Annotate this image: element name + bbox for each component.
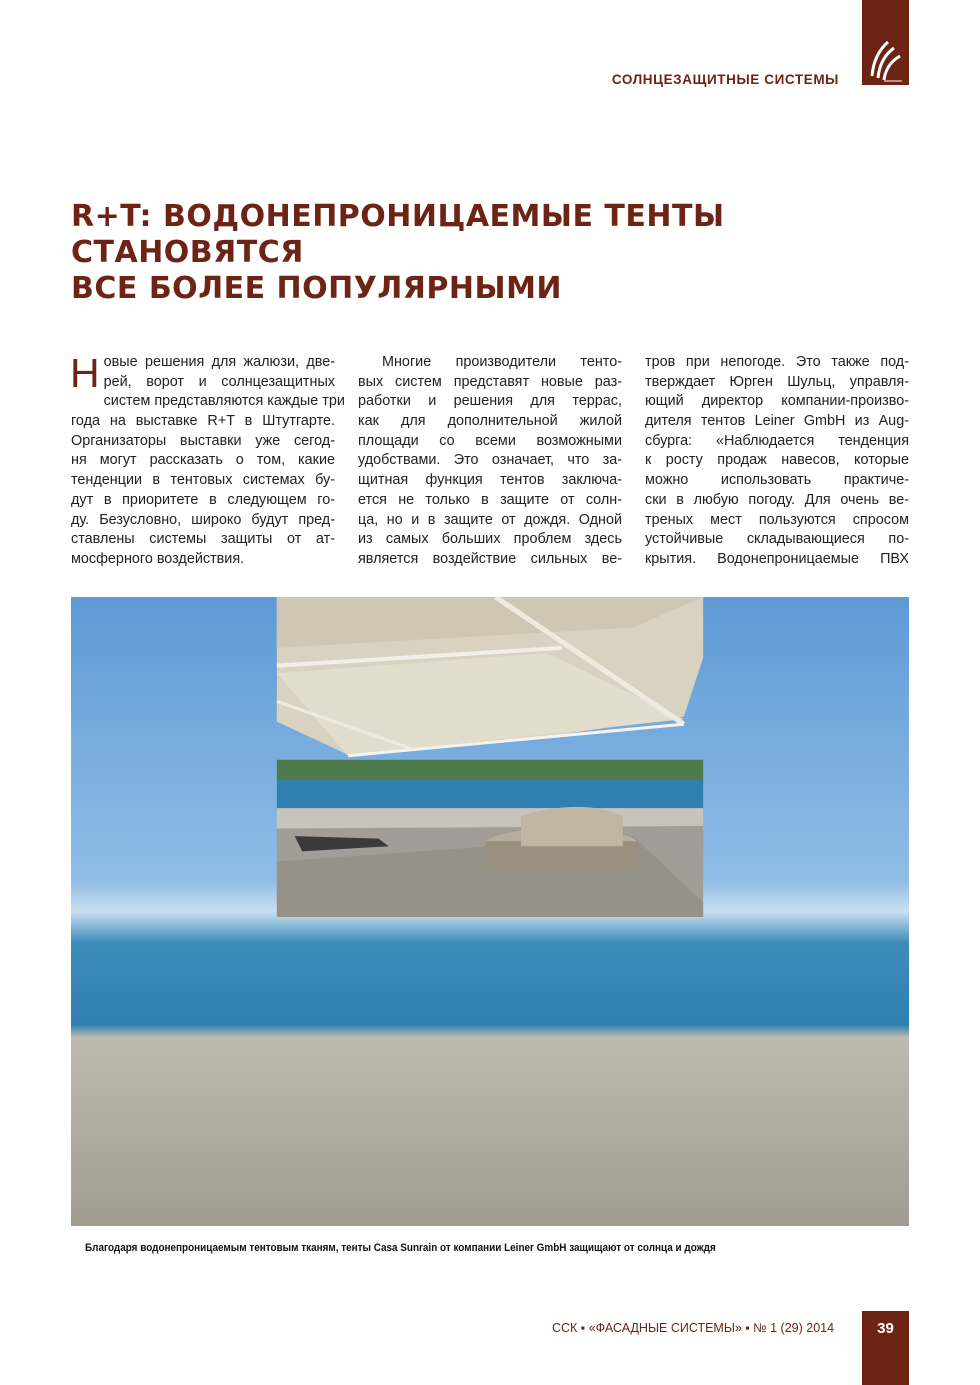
text-line: ски в любую погоду. Для очень ве-: [645, 491, 909, 508]
wave-logo-icon: [868, 36, 904, 82]
drop-cap: Н: [70, 350, 100, 396]
footer-publication: ССК ▪ «ФАСАДНЫЕ СИСТЕМЫ» ▪ № 1 (29) 2014: [552, 1321, 835, 1335]
photo-illustration: [71, 597, 909, 917]
text-line: как для дополнительной жилой: [358, 413, 622, 430]
text-line: мосферного воздействия.: [71, 550, 245, 567]
article-title: [71, 199, 931, 307]
text-line: сбурга: «Наблюдается тенденция: [645, 432, 909, 449]
text-column-3: [645, 353, 909, 570]
page-number: 39: [862, 1311, 909, 1385]
text-line: щитная функция тентов заключа-: [358, 472, 622, 489]
text-line: из самых больших проблем здесь: [358, 531, 622, 548]
title-line: ВСЕ БОЛЕЕ ПОПУЛЯРНЫМИ: [71, 271, 563, 306]
text-column-1: [70, 350, 345, 570]
text-line: Организаторы выставки уже сегод-: [71, 432, 335, 449]
awning-photo: [71, 597, 909, 1226]
text-line: ется не только в защите от солн-: [358, 491, 622, 508]
text-line: дут в приоритете в следующем го-: [71, 491, 335, 508]
text-line: вых систем представят новые раз-: [358, 373, 622, 390]
text-line: удобствами. Это означает, что за-: [358, 452, 622, 469]
text-line: ца, но и в защите от дождя. Одной: [358, 511, 622, 528]
text-line: крытия. Водонепроницаемые ПВХ: [645, 550, 909, 567]
text-line: к росту продаж навесов, которые: [645, 452, 909, 469]
section-title: СОЛНЦЕЗАЩИТНЫЕ СИСТЕМЫ: [611, 72, 839, 87]
text-line: устойчивые складывающиеся по-: [645, 531, 909, 548]
text-line: тенденции в тентовых системах бу-: [71, 472, 335, 489]
text-line: площади со всеми возможными: [358, 432, 622, 449]
photo-caption: Благодаря водонепроницаемым тентовым тканям, тенты Casa Sunrain от компании Leiner GmbH защищают от солнца и дождя: [85, 1242, 716, 1254]
text-line: овые решения для жалюзи, две-: [103, 354, 335, 370]
text-line: года на выставке R+T в Штутгарте.: [71, 413, 335, 430]
text-column-2: [358, 353, 622, 570]
text-line: работки и решения для террас,: [358, 393, 622, 410]
text-line: треных мест пользуются спросом: [645, 511, 909, 528]
text-line: рей, ворот и солнцезащитных: [103, 373, 335, 390]
text-line: дителя тентов Leiner GmbH из Аug-: [645, 413, 909, 430]
text-line: систем представляются каждые три: [103, 393, 345, 410]
text-line: ду. Безусловно, широко будут пред-: [71, 511, 335, 528]
section-tab: [862, 0, 909, 85]
text-line: можно использовать практиче-: [645, 472, 909, 489]
text-line: ня могут рассказать о том, какие: [71, 452, 335, 469]
title-line: R+T: ВОДОНЕПРОНИЦАЕМЫЕ ТЕНТЫ СТАНОВЯТСЯ: [71, 199, 725, 270]
text-line: тров при непогоде. Это также под-: [645, 354, 909, 370]
text-line: Многие производители тенто-: [382, 354, 622, 370]
text-line: ставлены системы защиты от ат-: [71, 531, 335, 548]
text-line: ющий директор компании-произво-: [645, 393, 909, 410]
text-line: тверждает Юрген Шульц, управля-: [645, 373, 909, 390]
text-line: является воздействие сильных ве-: [358, 550, 622, 567]
